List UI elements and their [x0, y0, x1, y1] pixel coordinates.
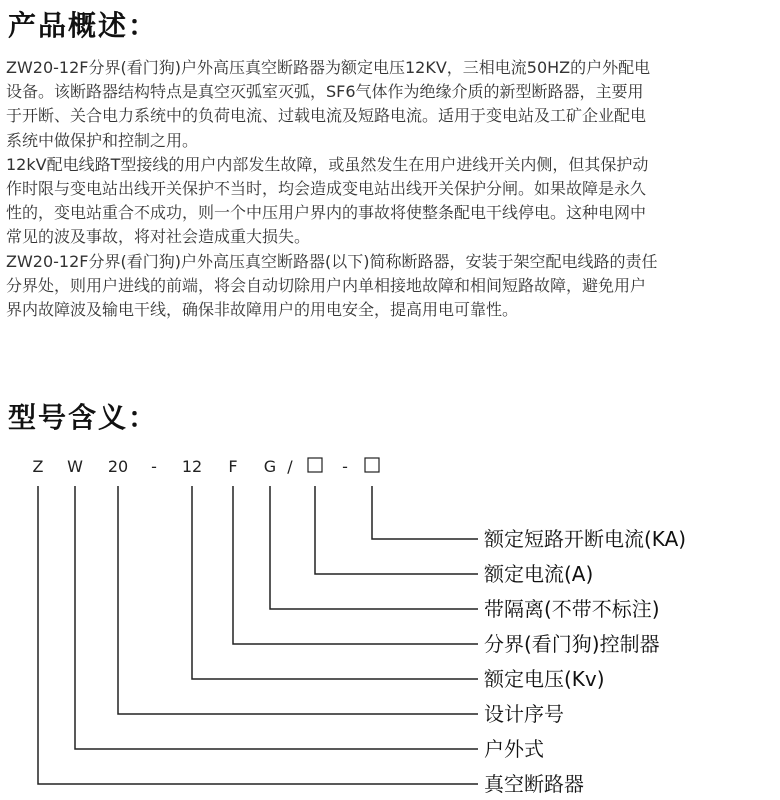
- desc-design-number: 设计序号: [484, 702, 564, 726]
- desc-controller: 分界(看门狗)控制器: [484, 632, 660, 656]
- overview-line: 系统中做保护和控制之用。: [6, 130, 199, 150]
- leader-line: [38, 486, 478, 784]
- desc-rated-current: 额定电流(A): [484, 562, 594, 586]
- code-20: 20: [107, 457, 129, 476]
- overview-line: 作时限与变电站出线开关保护不当时，均会造成变电站出线开关保护分闸。如果故障是永久: [6, 179, 647, 199]
- code-z: Z: [32, 457, 44, 476]
- desc-isolation: 带隔离(不带不标注): [484, 597, 660, 621]
- leader-line: [315, 486, 478, 574]
- desc-vacuum-breaker: 真空断路器: [484, 772, 584, 796]
- overview-line: 设备。该断路器结构特点是真空灭弧室灭弧，SF6气体作为绝缘介质的新型断路器，主要用: [6, 82, 644, 102]
- overview-line: 12kV配电线路T型接线的用户内部发生故障，或虽然发生在用户进线开关内侧，但其保护动: [6, 154, 649, 174]
- code-slash: /: [287, 457, 293, 476]
- model-heading: 型号含义：: [8, 401, 159, 434]
- overview-line: 分界处，则用户进线的前端，将会自动切除用户内单相接地故障和相间短路故障，避免用户: [6, 275, 647, 295]
- overview-line: 于开断、关合电力系统中的负荷电流、过载电流及短路电流。适用于变电站及工矿企业配电: [6, 106, 647, 126]
- desc-breaking-current: 额定短路开断电流(KA): [484, 527, 687, 551]
- overview-line: ZW20-12F分界(看门狗)户外高压真空断路器为额定电压12KV，三相电流50HZ的户外配电: [6, 58, 651, 77]
- placeholder-box-breaking: [365, 458, 379, 472]
- code-w: W: [67, 457, 83, 476]
- overview-line: 性的，变电站重合不成功，则一个中压用户界内的事故将使整条配电干线停电。这种电网中: [6, 203, 647, 223]
- overview-line: ZW20-12F分界(看门狗)户外高压真空断路器(以下)简称断路器，安装于架空配电线路的责任: [6, 251, 658, 271]
- leader-line: [372, 486, 478, 539]
- leader-line: [192, 486, 478, 679]
- desc-outdoor: 户外式: [484, 737, 544, 761]
- overview-line: 常见的波及事故，将对社会造成重大损失。: [6, 227, 311, 247]
- overview-line: 界内故障波及输电干线，确保非故障用户的用电安全，提高用电可靠性。: [6, 300, 519, 320]
- code-dash-1: -: [151, 457, 157, 476]
- leader-line: [270, 486, 478, 609]
- code-12: 12: [181, 457, 203, 476]
- leader-line: [75, 486, 478, 749]
- code-dash-2: -: [342, 457, 348, 476]
- code-g: G: [263, 457, 277, 476]
- leader-line: [118, 486, 478, 714]
- overview-body: [6, 56, 772, 322]
- model-code-diagram: [0, 440, 780, 800]
- code-f: F: [228, 457, 238, 476]
- placeholder-box-current: [308, 458, 322, 472]
- overview-heading: 产品概述：: [8, 9, 159, 42]
- desc-rated-voltage: 额定电压(Kv): [484, 667, 605, 691]
